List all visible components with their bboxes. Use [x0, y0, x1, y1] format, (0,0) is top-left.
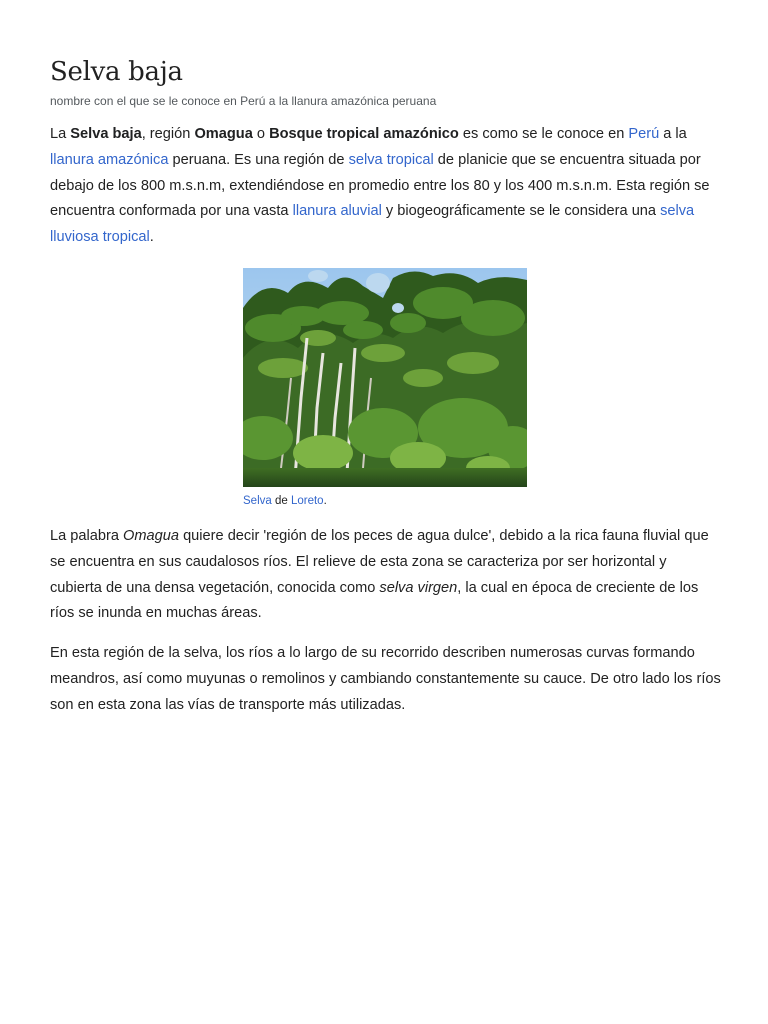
link-selva-tropical[interactable]: selva tropical — [348, 151, 434, 168]
link-peru[interactable]: Perú — [628, 126, 660, 142]
page-subtitle: nombre con el que se le conoce en Perú a la llanura amazónica peruana — [50, 94, 437, 108]
bold-term-bosque: Bosque tropical amazónico — [269, 126, 459, 142]
caption-text: de — [271, 494, 291, 507]
link-llanura-aluvial[interactable]: llanura aluvial — [292, 203, 382, 220]
italic-term-omagua: Omagua — [123, 527, 180, 544]
text-run: es como se le conoce en — [458, 126, 629, 142]
caption-link-selva[interactable]: Selva — [243, 494, 272, 507]
text-run: , la cual en época de creciente de los ríos se inunda en muchas áreas. — [50, 579, 699, 622]
text-run: . — [149, 229, 154, 246]
page-title: Selva baja — [50, 57, 183, 87]
text-run: La — [50, 126, 71, 142]
text-run: , región — [141, 126, 195, 142]
bold-term-selva-baja: Selva baja — [70, 126, 142, 142]
caption-text: . — [323, 494, 327, 507]
text-run: La palabra — [50, 527, 124, 544]
link-llanura-amazonica[interactable]: llanura amazónica — [50, 151, 169, 168]
paragraph-omagua — [50, 524, 722, 627]
text-run: quiere decir 'región de los peces de agua dulce', debido a la rica fauna fluvial que se encuentra en sus caudalosos ríos. El relieve de esta zona se caracteriza por ser horizontal y cubierta de una densa vegetación, conocida como — [50, 527, 709, 596]
text-run: o — [252, 126, 270, 142]
bold-term-omagua: Omagua — [194, 126, 253, 142]
paragraph-rios: En esta región de la selva, los ríos a lo largo de su recorrido describen numerosas curvas formando meandros, así como muyunas o remolinos y cambiando constantemente su cauce. De otro lado los ríos son en esta zona las vías de transporte más utilizadas. — [50, 645, 721, 713]
text-run: peruana. Es una región de — [168, 151, 349, 168]
italic-term-selva-virgen: selva virgen — [379, 579, 458, 596]
caption-link-loreto[interactable]: Loreto — [290, 494, 324, 507]
article — [50, 52, 722, 733]
forest-image[interactable] — [243, 268, 527, 487]
intro-paragraph — [50, 122, 722, 251]
text-run: y biogeográficamente se le considera una — [381, 203, 661, 220]
text-run: de planicie que se encuentra situada por debajo de los 800 m.s.n.m, extendiéndose en promedio entre los 80 y los 400 m.s.n.m. Esta región se encuentra conformada por una vasta — [50, 151, 710, 220]
figure — [243, 268, 527, 509]
link-selva-lluviosa-tropical[interactable]: selva lluviosa tropical — [50, 203, 695, 246]
figure-caption — [243, 493, 527, 509]
text-run: a la — [659, 126, 687, 142]
